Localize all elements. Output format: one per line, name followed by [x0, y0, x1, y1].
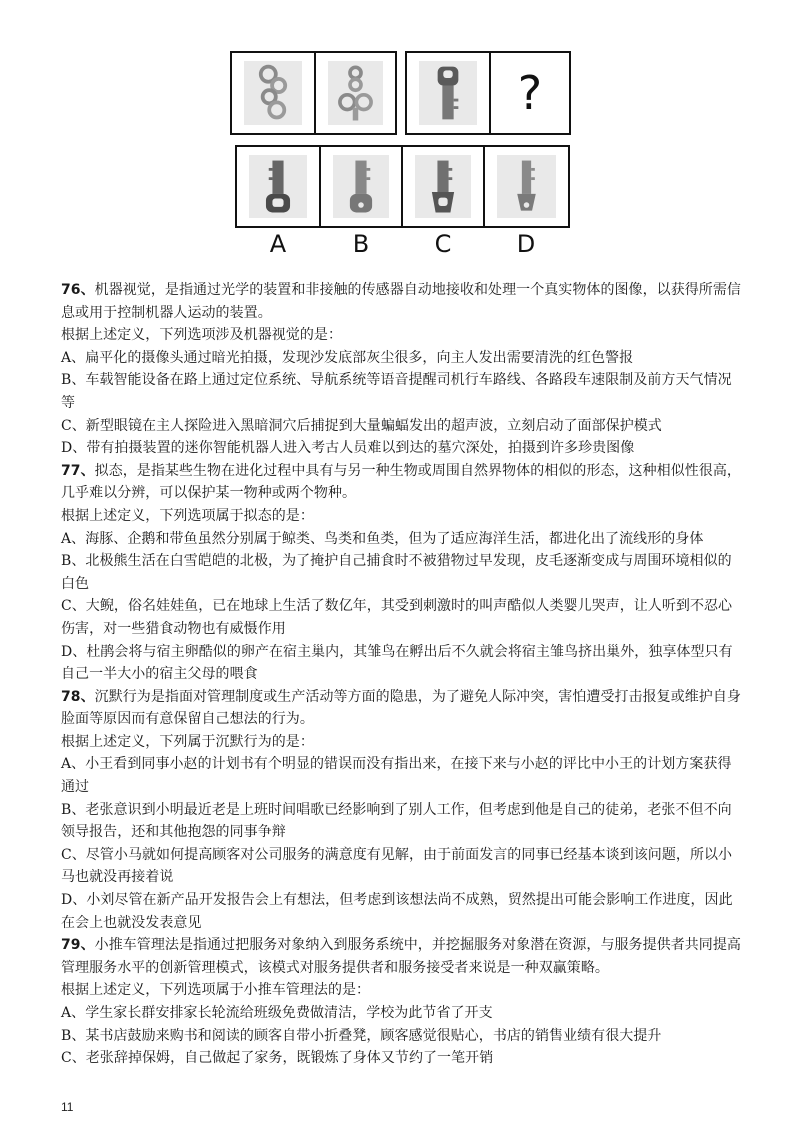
q79-option-b[interactable]: B、某书店鼓励来购书和阅读的顾客自带小折叠凳，顾客感觉很贴心，书店的销售业绩有很大提升 [61, 1027, 662, 1044]
q78-option-a[interactable]: A、小王看到同事小赵的计划书有个明显的错误而没有指出来，在接下来与小赵的评比中小王的计划方案获得 [61, 756, 732, 773]
q79-stem-cont: 管理服务水平的创新管理模式，该模式对服务提供者和服务接受者来说是一种双赢策略。 [61, 959, 609, 976]
q78-option-d[interactable]: D、小刘尽管在新产品开发报告会上有想法，但考虑到该想法尚不成熟，贸然提出可能会影响工作进度，因此 [61, 892, 733, 909]
q78-option-b[interactable]: B、老张意识到小明最近老是上班时间唱歌已经影响到了别人工作，但考虑到他是自己的徒弟，老张不但不向 [61, 801, 732, 818]
q77-number: 77、 [61, 462, 95, 479]
page-number: 11 [61, 1100, 74, 1114]
puzzle-options-row [235, 145, 570, 228]
q76-stem-cont: 息或用于控制机器人运动的装置。 [61, 304, 272, 321]
q77-option-b[interactable]: B、北极熊生活在白雪皑皑的北极，为了掩护自己捕食时不被猎物过早发现，皮毛逐渐变成与周围环境相似的 [61, 553, 732, 570]
q77-option-d[interactable]: D、杜鹃会将与宿主卵酷似的卵产在宿主巢内，其雏鸟在孵出后不久就会将宿主雏鸟挤出巢外，独享体型只有 [61, 643, 733, 660]
option-b-key-image [333, 155, 389, 218]
option-a-key-image [249, 155, 307, 218]
option-c-key-image [415, 155, 471, 218]
q79-number: 79、 [61, 937, 95, 954]
q79-option-a[interactable]: A、学生家长群安排家长轮流给班级免费做清洁，学校为此节省了开支 [61, 1005, 493, 1021]
chain-key-image-1 [244, 61, 302, 125]
q78-option-d-cont: 在会上也就没发表意见 [61, 914, 202, 931]
chain-key-image-2 [328, 61, 383, 125]
q77-stem: 77、拟态，是指某些生物在进化过程中具有与另一种生物或周围自然界物体的相似的形态，这种相似性很高， [61, 462, 741, 479]
option-d-label: D [516, 230, 536, 258]
option-b-cell[interactable] [321, 147, 401, 226]
q77-option-d-cont: 自己一半大小的宿主父母的喂食 [61, 666, 258, 683]
q77-prompt: 根据上述定义，下列选项属于拟态的是： [61, 507, 314, 524]
questions-text [61, 279, 741, 1070]
q79-stem: 79、小推车管理法是指通过把服务对象纳入到服务系统中，并挖掘服务对象潜在资源，与服务提供者共同提高 [61, 937, 741, 954]
q79-option-c[interactable]: C、老张辞掉保姆，自己做起了家务，既锻炼了身体又节约了一笔开销 [61, 1050, 494, 1067]
q76-prompt: 根据上述定义，下列选项涉及机器视觉的是： [61, 327, 342, 344]
q76-option-b-cont: 等 [61, 394, 76, 411]
q76-option-b[interactable]: B、车载智能设备在路上通过定位系统、导航系统等语音提醒司机行车路线、各路段车速限制及前方天气情况 [61, 372, 732, 389]
q78-option-c-cont: 马也就没再接着说 [61, 869, 174, 886]
question-mark: ? [517, 66, 543, 120]
option-a-label: A [269, 230, 287, 258]
q76-option-d[interactable]: D、带有拍摄装置的迷你智能机器人进入考古人员难以到达的墓穴深处，拍摄到许多珍贵图像 [61, 440, 635, 457]
q78-stem: 78、沉默行为是指面对管理制度或生产活动等方面的隐患，为了避免人际冲突，害怕遭受打击报复或维护自身 [61, 688, 741, 705]
q78-option-a-cont: 通过 [61, 779, 90, 796]
puzzle-given-group-1 [230, 51, 397, 135]
option-d-cell[interactable] [485, 147, 568, 226]
option-d-key-image [497, 155, 556, 218]
option-c-label: C [434, 230, 452, 258]
puzzle-cell-3 [407, 53, 489, 133]
option-c-cell[interactable] [403, 147, 483, 226]
q78-number: 78、 [61, 688, 95, 705]
puzzle-cell-2 [316, 53, 395, 133]
q78-prompt: 根据上述定义，下列属于沉默行为的是： [61, 733, 314, 750]
puzzle-cell-1 [232, 53, 314, 133]
q77-option-c[interactable]: C、大鲵，俗名娃娃鱼，已在地球上生活了数亿年，其受到刺激时的叫声酷似人类婴儿哭声，让人听到不忍心 [61, 598, 733, 615]
figure-reasoning-puzzle [0, 0, 800, 265]
key-image-3 [419, 61, 477, 125]
q77-stem-cont: 几乎难以分辨，可以保护某一物种或两个物种。 [61, 485, 357, 502]
q76-number: 76、 [61, 282, 95, 298]
q77-option-c-cont: 伤害，对一些猎食动物也有威慑作用 [61, 620, 286, 637]
puzzle-given-group-2 [405, 51, 571, 135]
option-b-label: B [352, 230, 370, 258]
q77-option-a[interactable]: A、海豚、企鹅和带鱼虽然分别属于鲸类、鸟类和鱼类，但为了适应海洋生活，都进化出了流线形的身体 [61, 530, 704, 547]
q76-option-c[interactable]: C、新型眼镜在主人探险进入黑暗洞穴后捕捉到大量蝙蝠发出的超声波，立刻启动了面部保护模式 [61, 417, 662, 434]
q77-option-b-cont: 白色 [61, 575, 90, 592]
q79-prompt: 根据上述定义，下列选项属于小推车管理法的是： [61, 982, 371, 999]
q78-stem-cont: 脸面等原因而有意保留自己想法的行为。 [61, 711, 314, 728]
q76-stem: 76、机器视觉，是指通过光学的装置和非接触的传感器自动地接收和处理一个真实物体的图像，以获得所需信 [61, 282, 741, 298]
q76-option-a[interactable]: A、扁平化的摄像头通过暗光拍摄，发现沙发底部灰尘很多，向主人发出需要清洗的红色警报 [61, 349, 634, 366]
puzzle-cell-question [491, 53, 569, 133]
q78-option-b-cont: 领导报告，还和其他抱怨的同事争辩 [61, 824, 286, 841]
option-a-cell[interactable] [237, 147, 319, 226]
q78-option-c[interactable]: C、尽管小马就如何提高顾客对公司服务的满意度有见解，由于前面发言的同事已经基本谈到该问题，所以小 [61, 846, 733, 863]
